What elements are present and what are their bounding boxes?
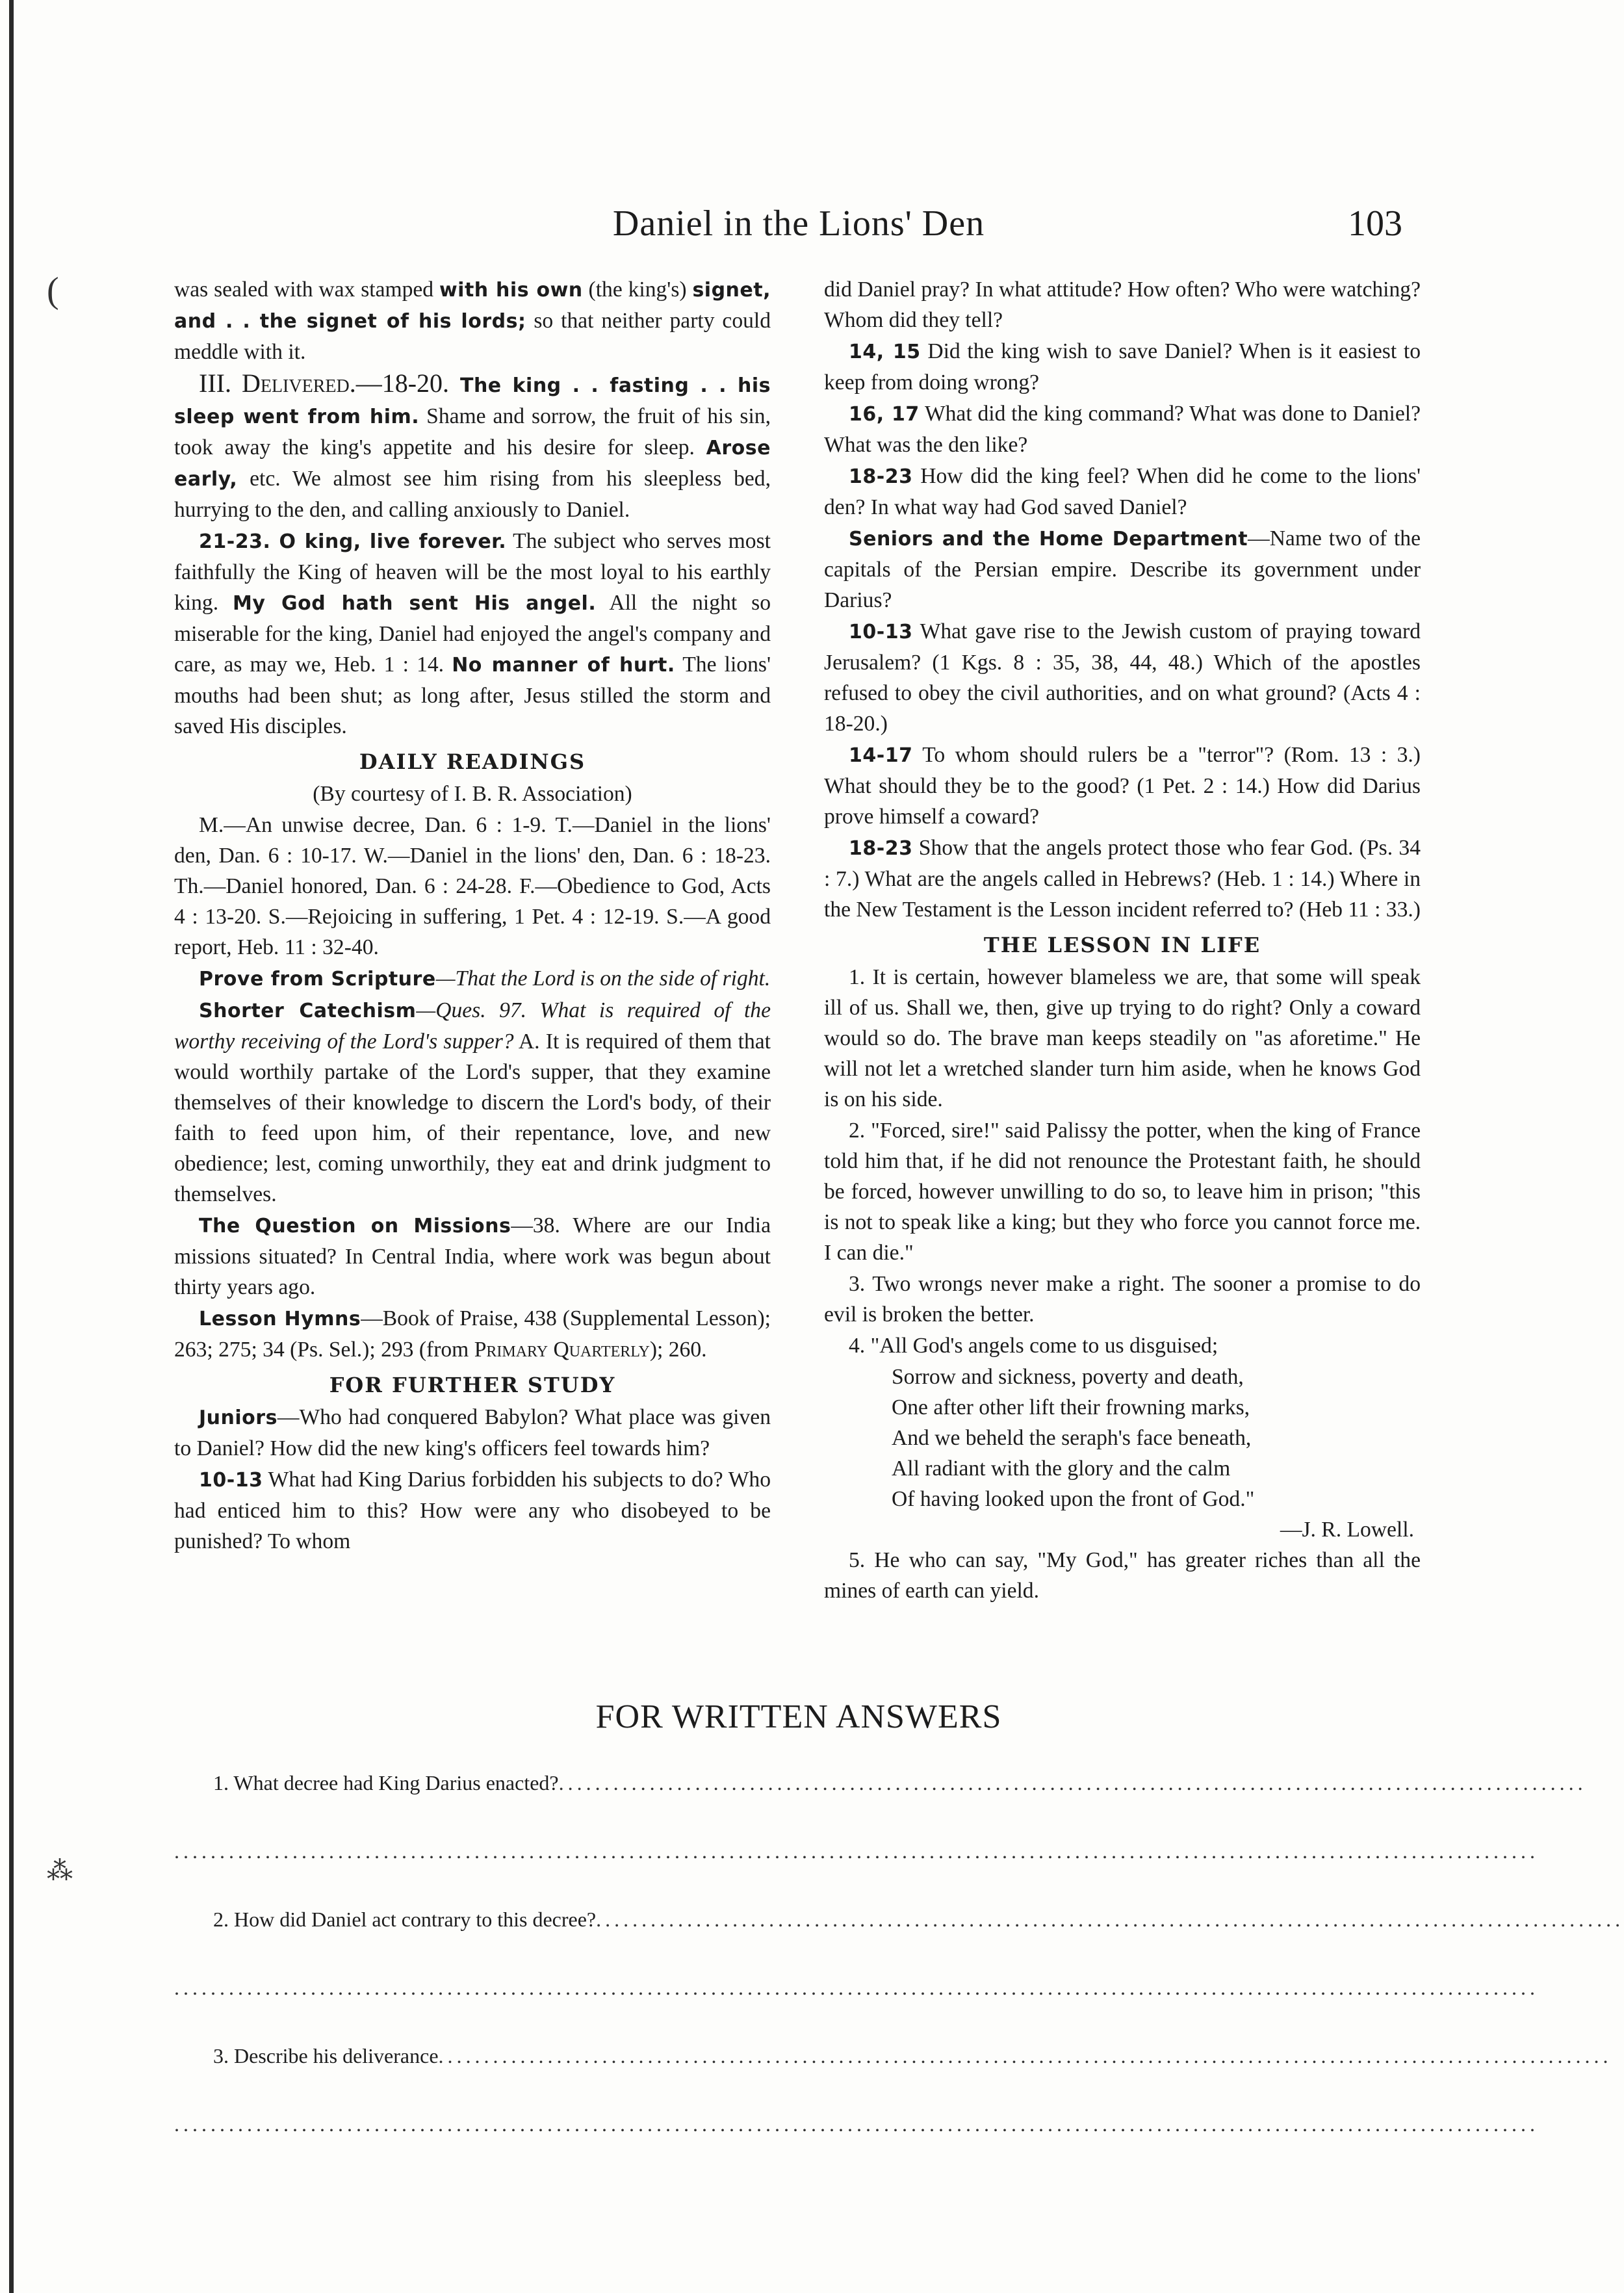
shorter-catechism: Shorter Catechism—Ques. 97. What is required of the worthy receiving of the Lord's supper? A. It is required of them that would worthily partake of the Lord's supper, that they examine themselves of their knowledge to discern the Lord's body, of their faith to feed upon him, of their repentance, love, and new obedience; lest, coming unworthily, they eat and drink judgment to themselves. (174, 998, 771, 1206)
section-heading-delivered: III. Delivered.—18-20. (199, 369, 450, 398)
paragraph-sealed: was sealed with wax stamped with his own (the king's) signet, and . . the signet of his lords; so that neither party could meddle with it. (174, 278, 771, 364)
questions-10-13: 10-13 What had King Darius forbidden his subjects to do? Who had enticed him to this? How were any who disobeyed to be punished? To whom (174, 1468, 771, 1553)
paragraph-o-king: 21-23. O king, live forever. The subject who serves most faithfully the King of heaven will be the most loyal to his earthly king. My God hath sent His angel. All the night so miserable for the king, Daniel had enjoyed the angel's company and care, as may we, Heb. 1 : 14. No manner of hurt. The lions' mouths had been shut; as long after, Jesus stilled the storm and saved His disciples. (174, 529, 771, 738)
poem-line: One after other lift their frowning marks, (892, 1395, 1250, 1419)
questions-14-15: 14, 15 Did the king wish to save Daniel? When is it easiest to keep from doing wrong? (824, 339, 1421, 395)
seniors-18-23: 18-23 Show that the angels protect those who fear God. (Ps. 34 : 7.) What are the angels called in Hebrews? (Heb. 1 : 14.) Where in the New Testament is the Lesson incident referred to? (Heb 11 : 33.) (824, 836, 1421, 922)
running-title: Daniel in the Lions' Den (612, 203, 985, 244)
answer-line: ................................................................................................................. (596, 1908, 1624, 1931)
written-question-1: 1. What decree had King Darius enacted?................................................................................................................. (213, 1771, 1587, 1794)
seniors-14-17: 14-17 To whom should rulers be a "terror"? (Rom. 13 : 3.) What should they be to the good? (1 Pet. 2 : 14.) How did Darius prove himself a coward? (824, 743, 1421, 829)
seniors-10-13: 10-13 What gave rise to the Jewish custom of praying toward Jerusalem? (1 Kgs. 8 : 35, 38, 44, 48.) Which of the apostles refused to obey the civil authorities, and on what ground? (Acts 4 : 18-20.) (824, 619, 1421, 736)
margin-mark-top: ( (47, 270, 59, 311)
daily-readings-heading: DAILY READINGS (359, 749, 586, 774)
written-answers-heading: FOR WRITTEN ANSWERS (595, 1698, 1002, 1735)
answer-line: ................................................................................................................................. (438, 2044, 1612, 2067)
questions-continued: did Daniel pray? In what attitude? How often? Who were watching? Whom did they tell? (824, 278, 1421, 332)
lesson-life-point-2: 2. "Forced, sire!" said Palissy the potter, when the king of France told him that, if he did not renounce the Protestant faith, he should be forced, however unwilling to do so, to leave him in prison; "this is not to speak like a king; but they who force you cannot force me. I can die." (824, 1119, 1421, 1265)
margin-mark-bottom: ⁂ (47, 1856, 73, 1885)
prove-from-scripture: Prove from Scripture—That the Lord is on the side of right. (199, 966, 771, 991)
answer-line-3: ...................................................................................................................................................... (174, 2112, 1539, 2136)
juniors-questions: Juniors—Who had conquered Babylon? What place was given to Daniel? How did the new king's officers feel towards him? (174, 1405, 771, 1460)
question-on-missions: The Question on Missions—38. Where are our India missions situated? In Central India, where work was begun about thirty years ago. (174, 1213, 771, 1299)
lowell-poem (824, 1362, 1421, 1545)
questions-18-23: 18-23 How did the king feel? When did he come to the lions' den? In what way had God saved Daniel? (824, 464, 1421, 519)
poem-line: And we beheld the seraph's face beneath, (892, 1426, 1252, 1450)
questions-16-17: 16, 17 What did the king command? What was done to Daniel? What was the den like? (824, 402, 1421, 457)
paragraph-delivered: III. Delivered.—18-20. The king . . fasting . . his sleep went from him. Shame and sorrow, the fruit of his sin, took away the king's appetite and his desire for sleep. Arose early, etc. We almost see him rising from his sleepless bed, hurrying to the den, and calling anxiously to Daniel. (174, 369, 771, 522)
lesson-in-life-heading: THE LESSON IN LIFE (983, 933, 1261, 957)
answer-line-1: ...................................................................................................................................................... (174, 1839, 1539, 1863)
poem-line: Sorrow and sickness, poverty and death, (892, 1365, 1244, 1389)
daily-readings-courtesy: (By courtesy of I. B. R. Association) (313, 782, 632, 806)
lesson-life-point-3: 3. Two wrongs never make a right. The sooner a promise to do evil is broken the better. (824, 1272, 1421, 1327)
answer-line-2: ...................................................................................................................................................... (174, 1976, 1539, 1999)
page-header (0, 203, 1597, 261)
poem-attribution: —J. R. Lowell. (1280, 1518, 1414, 1542)
answer-line: ................................................................................................................. (558, 1771, 1587, 1794)
page-number: 103 (1348, 203, 1402, 244)
seniors-questions: Seniors and the Home Department—Name two of the capitals of the Persian empire. Describe its government under Darius? (824, 526, 1421, 612)
further-study-heading: FOR FURTHER STUDY (329, 1373, 616, 1397)
lesson-life-point-5: 5. He who can say, "My God," has greater riches than all the mines of earth can yield. (824, 1548, 1421, 1603)
right-column (824, 274, 1421, 1607)
lesson-hymns: Lesson Hymns—Book of Praise, 438 (Supplemental Lesson); 263; 275; 34 (Ps. Sel.); 293 (from Primary Quarterly); 260. (174, 1306, 771, 1362)
poem-line: Of having looked upon the front of God." (892, 1487, 1255, 1511)
lesson-life-point-1: 1. It is certain, however blameless we are, that some will speak ill of us. Shall we, then, give up trying to do right? Only a coward would so do. The brave man keeps steadily on "as aforetime." He will not let a wretched slander turn him aside, when he knows God is on his side. (824, 965, 1421, 1111)
left-page-edge-rule (9, 0, 14, 2293)
lesson-life-point-4: 4. "All God's angels come to us disguised; (849, 1334, 1218, 1358)
left-column (174, 274, 771, 1557)
poem-line: All radiant with the glory and the calm (892, 1457, 1231, 1481)
written-question-2: 2. How did Daniel act contrary to this decree?................................................................................................................. (213, 1908, 1624, 1931)
daily-readings-list: M.—An unwise decree, Dan. 6 : 1-9. T.—Daniel in the lions' den, Dan. 6 : 10-17. W.—Daniel in the lions' den, Dan. 6 : 18-23. Th.—Daniel honored, Dan. 6 : 24-28. F.—Obedience to God, Acts 4 : 13-20. S.—Rejoicing in suffering, 1 Pet. 4 : 12-19. S.—A good report, Heb. 11 : 32-40. (174, 813, 771, 959)
written-question-3: 3. Describe his deliverance................................................................................................................................. (213, 2044, 1612, 2067)
